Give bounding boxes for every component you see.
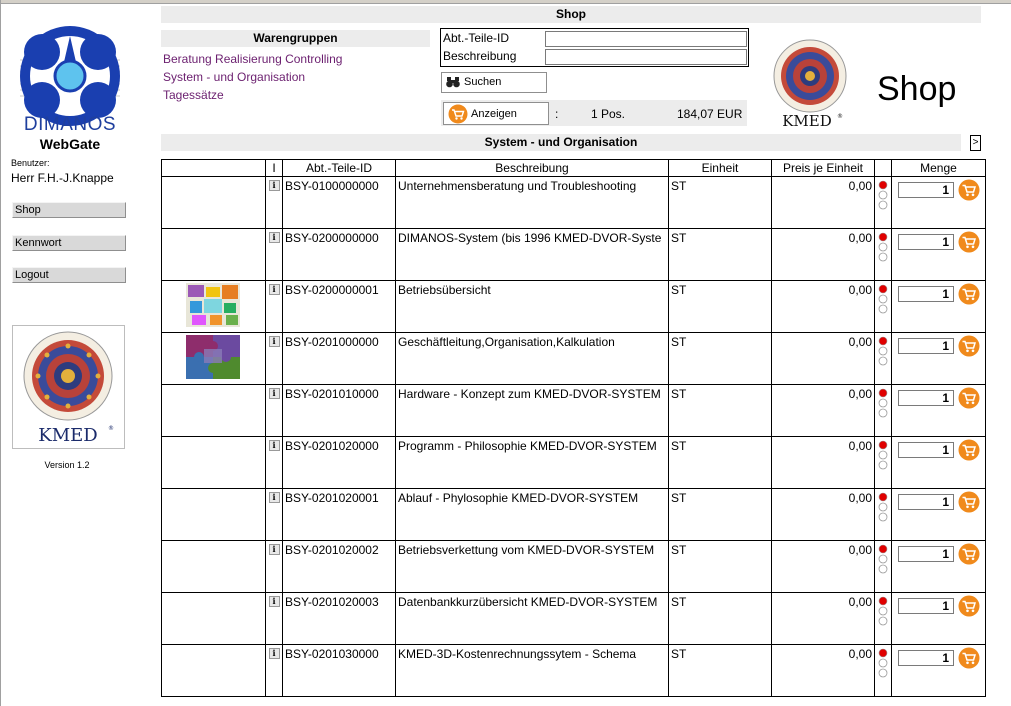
info-icon[interactable]: i — [269, 388, 280, 399]
row-image-cell — [162, 229, 266, 281]
kmed-logo — [12, 325, 125, 449]
nav-kennwort-button[interactable]: Kennwort — [12, 235, 126, 251]
row-preis: 0,00 — [772, 541, 875, 593]
row-einheit: ST — [669, 333, 772, 385]
row-preis: 0,00 — [772, 177, 875, 229]
row-menge-cell — [892, 177, 986, 229]
teile-id-label: Abt.-Teile-ID — [443, 31, 510, 45]
row-status-cell — [875, 489, 892, 541]
row-einheit: ST — [669, 593, 772, 645]
row-teile-id: BSY-0200000001 — [283, 281, 396, 333]
table-header-row — [162, 160, 986, 177]
row-info-cell — [266, 593, 283, 645]
quantity-input[interactable] — [898, 650, 954, 666]
show-cart-label: Anzeigen — [471, 108, 517, 120]
row-einheit: ST — [669, 541, 772, 593]
table-row — [162, 385, 986, 437]
table-row — [162, 333, 986, 385]
window-top-border — [0, 0, 1011, 4]
search-form — [440, 28, 749, 67]
row-info-cell — [266, 229, 283, 281]
row-info-cell — [266, 385, 283, 437]
quantity-input[interactable] — [898, 182, 954, 198]
row-teile-id: BSY-0201000000 — [283, 333, 396, 385]
window-left-border — [0, 0, 1, 706]
search-button-label: Suchen — [464, 76, 502, 88]
add-to-cart-icon[interactable] — [958, 647, 980, 672]
category-title: System - und Organisation — [161, 134, 961, 151]
kmed-logo-text: KMED — [38, 425, 98, 446]
row-teile-id: BSY-0200000000 — [283, 229, 396, 281]
nav-logout-button[interactable]: Logout — [12, 267, 126, 283]
row-teile-id: BSY-0201020001 — [283, 489, 396, 541]
table-row — [162, 541, 986, 593]
row-preis: 0,00 — [772, 593, 875, 645]
add-to-cart-icon[interactable] — [958, 283, 980, 308]
row-menge-cell — [892, 541, 986, 593]
add-to-cart-icon[interactable] — [958, 231, 980, 256]
svg-text:®: ® — [108, 425, 114, 432]
product-table — [161, 159, 986, 697]
add-to-cart-icon[interactable] — [958, 387, 980, 412]
row-info-cell — [266, 541, 283, 593]
warengruppen-title: Warengruppen — [161, 30, 430, 47]
quantity-input[interactable] — [898, 390, 954, 406]
warengruppe-link-tagessaetze[interactable]: Tagessätze — [163, 88, 224, 102]
row-status-cell — [875, 541, 892, 593]
show-cart-button[interactable] — [443, 102, 549, 125]
add-to-cart-icon[interactable] — [958, 335, 980, 360]
row-status-cell — [875, 177, 892, 229]
row-menge-cell — [892, 437, 986, 489]
header-status — [875, 160, 892, 177]
shopping-cart-icon — [448, 104, 468, 127]
row-status-cell — [875, 333, 892, 385]
teile-id-input[interactable] — [545, 31, 747, 47]
row-menge-cell — [892, 593, 986, 645]
row-beschreibung: Ablauf - Phylosophie KMED-DVOR-SYSTEM — [396, 489, 669, 541]
traffic-light-icon — [878, 492, 888, 525]
traffic-light-icon — [878, 544, 888, 577]
row-preis: 0,00 — [772, 229, 875, 281]
binoculars-icon — [446, 76, 460, 91]
traffic-light-icon — [878, 336, 888, 369]
table-row — [162, 437, 986, 489]
cart-total: 184,07 EUR — [677, 107, 743, 121]
row-menge-cell — [892, 229, 986, 281]
header-preis: Preis je Einheit — [772, 160, 875, 177]
row-menge-cell — [892, 333, 986, 385]
product-thumbnail[interactable] — [186, 335, 240, 382]
row-status-cell — [875, 385, 892, 437]
cart-positions: 1 Pos. — [591, 107, 626, 121]
row-preis: 0,00 — [772, 645, 875, 697]
row-image-cell — [162, 645, 266, 697]
row-einheit: ST — [669, 437, 772, 489]
row-info-cell — [266, 645, 283, 697]
user-label: Benutzer: — [11, 158, 50, 168]
svg-text:®: ® — [837, 113, 843, 120]
nav-shop-button[interactable]: Shop — [12, 202, 126, 218]
row-status-cell — [875, 645, 892, 697]
row-image-cell — [162, 593, 266, 645]
row-info-cell — [266, 489, 283, 541]
row-einheit: ST — [669, 645, 772, 697]
row-beschreibung: Geschäftleitung,Organisation,Kalkulation — [396, 333, 669, 385]
table-row — [162, 489, 986, 541]
quantity-input[interactable] — [898, 234, 954, 250]
info-icon[interactable]: i — [269, 180, 280, 191]
row-info-cell — [266, 281, 283, 333]
info-icon[interactable]: i — [269, 232, 280, 243]
header-image — [162, 160, 266, 177]
row-preis: 0,00 — [772, 437, 875, 489]
row-beschreibung: Unternehmensberatung und Troubleshooting — [396, 177, 669, 229]
row-image-cell — [162, 385, 266, 437]
row-beschreibung: Programm - Philosophie KMED-DVOR-SYSTEM — [396, 437, 669, 489]
cart-summary — [441, 100, 747, 126]
row-image-cell — [162, 541, 266, 593]
add-to-cart-icon[interactable] — [958, 179, 980, 204]
info-icon[interactable]: i — [269, 596, 280, 607]
row-teile-id: BSY-0201020002 — [283, 541, 396, 593]
beschreibung-input[interactable] — [545, 49, 747, 65]
row-teile-id: BSY-0201020000 — [283, 437, 396, 489]
row-info-cell — [266, 437, 283, 489]
row-menge-cell — [892, 385, 986, 437]
quantity-input[interactable] — [898, 338, 954, 354]
beschreibung-label: Beschreibung — [443, 49, 517, 63]
kmed-seal-text: KMED — [782, 112, 832, 130]
info-icon[interactable]: i — [269, 492, 280, 503]
row-beschreibung: Betriebsübersicht — [396, 281, 669, 333]
add-to-cart-icon[interactable] — [958, 595, 980, 620]
row-menge-cell — [892, 645, 986, 697]
row-beschreibung: DIMANOS-System (bis 1996 KMED-DVOR-Syste — [396, 229, 669, 281]
add-to-cart-icon[interactable] — [958, 543, 980, 568]
row-beschreibung: KMED-3D-Kostenrechnungssytem - Schema — [396, 645, 669, 697]
add-to-cart-icon[interactable] — [958, 491, 980, 516]
quantity-input[interactable] — [898, 598, 954, 614]
row-status-cell — [875, 281, 892, 333]
traffic-light-icon — [878, 284, 888, 317]
row-status-cell — [875, 593, 892, 645]
table-row — [162, 593, 986, 645]
row-einheit: ST — [669, 177, 772, 229]
traffic-light-icon — [878, 596, 888, 629]
shop-title-large: Shop — [877, 70, 957, 108]
row-image-cell — [162, 281, 266, 333]
row-preis: 0,00 — [772, 281, 875, 333]
quantity-input[interactable] — [898, 546, 954, 562]
kmed-seal-logo — [769, 38, 851, 130]
row-teile-id: BSY-0201030000 — [283, 645, 396, 697]
header-einheit: Einheit — [669, 160, 772, 177]
row-info-cell — [266, 177, 283, 229]
info-icon[interactable]: i — [269, 544, 280, 555]
row-preis: 0,00 — [772, 489, 875, 541]
page-header: Shop — [161, 6, 981, 23]
row-beschreibung: Datenbankkurzübersicht KMED-DVOR-SYSTEM — [396, 593, 669, 645]
user-name: Herr F.H.-J.Knappe — [11, 171, 114, 185]
traffic-light-icon — [878, 180, 888, 213]
quantity-input[interactable] — [898, 286, 954, 302]
traffic-light-icon — [878, 440, 888, 473]
info-icon[interactable]: i — [269, 336, 280, 347]
info-icon[interactable]: i — [269, 648, 280, 659]
cart-separator: : — [555, 107, 559, 121]
traffic-light-icon — [878, 232, 888, 265]
warengruppe-link-beratung[interactable]: Beratung Realisierung Controlling — [163, 52, 343, 66]
header-beschreibung: Beschreibung — [396, 160, 669, 177]
brand-subtitle: WebGate — [39, 136, 101, 152]
traffic-light-icon — [878, 388, 888, 421]
version-label: Version 1.2 — [44, 460, 90, 470]
row-status-cell — [875, 437, 892, 489]
row-teile-id: BSY-0201020003 — [283, 593, 396, 645]
row-menge-cell — [892, 281, 986, 333]
quantity-input[interactable] — [898, 442, 954, 458]
row-einheit: ST — [669, 229, 772, 281]
warengruppe-link-system[interactable]: System - und Organisation — [163, 70, 306, 84]
row-image-cell — [162, 489, 266, 541]
row-preis: 0,00 — [772, 333, 875, 385]
row-einheit: ST — [669, 385, 772, 437]
add-to-cart-icon[interactable] — [958, 439, 980, 464]
product-thumbnail[interactable] — [186, 283, 240, 330]
row-image-cell — [162, 333, 266, 385]
table-row — [162, 177, 986, 229]
row-image-cell — [162, 437, 266, 489]
table-row — [162, 281, 986, 333]
row-einheit: ST — [669, 489, 772, 541]
header-info: I — [266, 160, 283, 177]
info-icon[interactable]: i — [269, 284, 280, 295]
table-row — [162, 645, 986, 697]
traffic-light-icon — [878, 648, 888, 681]
row-teile-id: BSY-0201010000 — [283, 385, 396, 437]
row-image-cell — [162, 177, 266, 229]
header-teile-id: Abt.-Teile-ID — [283, 160, 396, 177]
info-icon[interactable]: i — [269, 440, 280, 451]
table-row — [162, 229, 986, 281]
row-menge-cell — [892, 489, 986, 541]
row-info-cell — [266, 333, 283, 385]
row-einheit: ST — [669, 281, 772, 333]
row-beschreibung: Betriebsverkettung vom KMED-DVOR-SYSTEM — [396, 541, 669, 593]
header-menge: Menge — [892, 160, 986, 177]
search-button[interactable] — [441, 72, 547, 93]
row-status-cell — [875, 229, 892, 281]
brand-name: DIMANOS — [23, 114, 117, 135]
row-preis: 0,00 — [772, 385, 875, 437]
row-teile-id: BSY-0100000000 — [283, 177, 396, 229]
row-beschreibung: Hardware - Konzept zum KMED-DVOR-SYSTEM — [396, 385, 669, 437]
next-page-button[interactable]: > — [970, 135, 981, 151]
quantity-input[interactable] — [898, 494, 954, 510]
